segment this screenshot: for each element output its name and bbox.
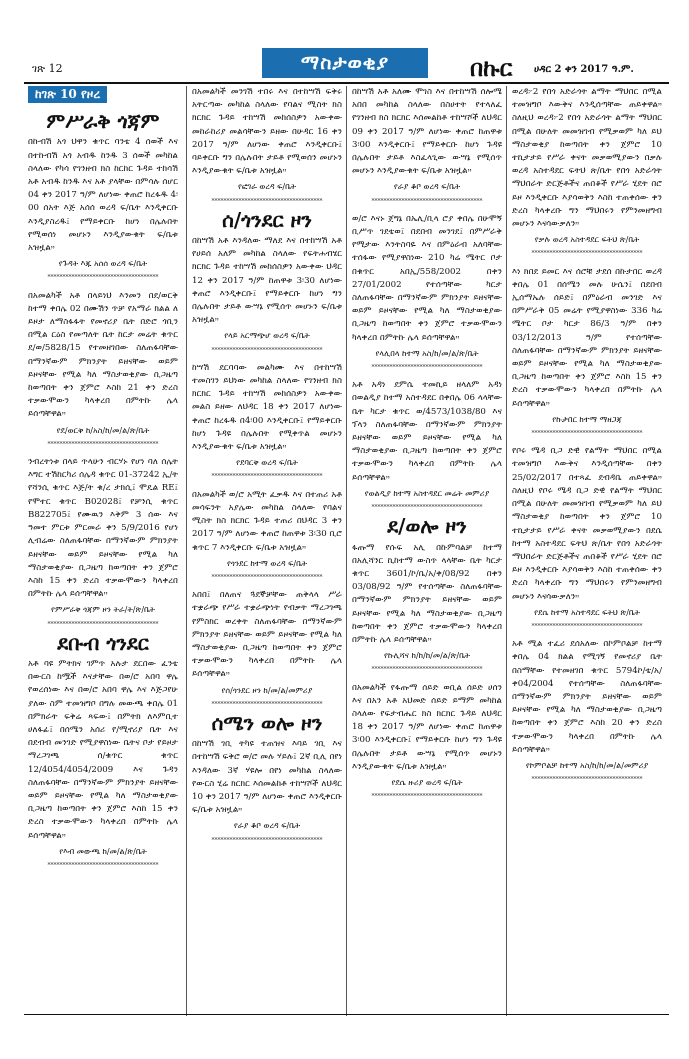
newspaper-page (24, 0, 669, 1059)
column-divider (186, 86, 187, 1016)
star-divider: ************************************* (211, 346, 323, 354)
notice-body: እነ ክበደ ይመር እና ሰሮቹ ታደሰ በኩታበር ወረዳ ቀበሌ 01 በሰሜን መሉ ሁሴን፤ በደበብ ኢሰማኤሉ ሰይድ፤ በምዕራብ መንገድ እና በምሥራቅ 05 መሬት የሚያዋስነው 336 ካሬ ሜትር ቦታ ካርታ 86/3 ዓ/ም በቀን 03/12/2013 ዓ/ም የተሰጣቸው ስለጠፋባቸው በማንኛውም ምክንያት ይዘናቸው ወይም ይዞናቸው የሚል ካለ ማስታወቂያው ቢጋዜጣ ከወጣበት ቀን ጀምሮ እስከ 15 ቀን ድረስ ተቃውሞውን ካላቀረበ በምትኩ ሌላ ይሰጣቸዋል። (512, 266, 662, 409)
section-heading: ደቡብ ጎንደር (57, 630, 149, 655)
section-heading: ደ/ወሎ ዞን (387, 514, 467, 539)
notice-signature: የፎገራ ወረዳ ፍ/ቤት (237, 182, 297, 192)
header-rule (24, 82, 669, 84)
notice-signature: የኮምቦልቻ ከተማ አስ/ከ/ከ/መ/ል/መምሪያ (525, 760, 649, 770)
notice-signature: የላሊበላ ከተማ አስ/ከ/መ/ል/ጽ/ቤት (375, 348, 479, 358)
notice-signature: የራያ ቆቦ ወረዳ ፍ/ቤት (233, 821, 301, 831)
notice-signature: የደሴ ከተማ አስተዳደር ፍትህ ጽ/ቤት (534, 607, 640, 617)
page-header (24, 0, 669, 82)
star-divider: ************************************* (371, 793, 483, 801)
star-divider: ************************************* (531, 250, 643, 258)
notice-signature: የጎንደር ከተማ ወረዳ ፍ/ቤት (226, 558, 308, 568)
notice-signature: የምሥራቅ ጎጃም ዞን ትራ/ት/ጽ/ቤት (51, 605, 155, 615)
star-divider: ************************************* (211, 197, 323, 205)
column-2 (192, 86, 342, 852)
notice-body: በከሣሽ አቶ አለሙ ሞገስ እና በተከሣሽ ሰሎሜ አበበ መካከል ስላለው በስሀተት የተላለፈ የገንዘብ ክስ ክርክር እሰመልከቶ ተከሣሾች ለህዳር 09 ቀን 2017 ዓ/ም ለሆነው ቀጠሮ ከጠዋቱ 3፡00 እንዲቀርቡ፤ የማይቀርቡ ከሆነ ጉዳዩ በሌሉበት ታይቶ እስፈላጊው ውሣኔ የሚሰጥ መሆኑን እንዲያውቁት ፍ/ቤቱ አዝዟል። (352, 87, 502, 177)
notice-body: ፋጡማ የሱፍ አሊ በኩምባልቻ ከተማ በአሊሻንር ኪከተማ ውስጥ ላላቸው ቤት ካርታ ቁጥር 3601/ኮ/ቤ/አ/ቀ/08/92 በቀን 03/08/92 ዓ/ም የተሰጣቸው ስለጠፋባቸው በማንኛውም ምክንያት ይዘናቸው ወይም ይዞናቸው የሚል ካለ ማስታወቂያው ቢጋዜጣ ከወጣበት ቀን ጀምሮ ተቃውሞውን ካላቀረበ በምትኩ ሌላ ይሰጣቸዋል። (352, 542, 502, 645)
issue-date: ሀዳር 2 ቀን 2017 ዓ.ም. (534, 64, 634, 75)
star-divider: ************************************* (47, 620, 159, 628)
star-divider: ************************************* (371, 666, 483, 674)
notice-signature: የራያ ቆቦ ወረዳ ፍ/ቤት (393, 182, 461, 192)
notice-signature: የወልዲያ ከተማ አስተዳደር መሬት መምሪያ (364, 488, 490, 498)
star-divider: ************************************* (211, 473, 323, 481)
footer-rule (24, 1014, 669, 1015)
star-divider: ************************************* (47, 274, 159, 282)
notice-body: ወ/ሮ እናኑ ጀግኔ በኤሊ/ቢላ ሮያ ቀበሌ በሁሞኝ ቢሥጥ ገደቴወ፤ በደበብ መንገደ፤ በምሥራቅ የሚታው እንትስባዬ እና በምዕራብ አለባቸው ተሰፋው የሚያዋስነው 210 ካሬ ሜትር ቦታ በቁጥር አበኢ/558/2002 በቀን 27/01/2002 የተሰጣቸው ካርታ ስለጠፋባቸው በማንኛውም ምክንያት ይዘናቸው ወይም ይዞናቸው የሚል ካለ ማስታወቂያው ቢጋዜጣ ከወጣበት ቀን ጀምሮ ተቃውሞውን ካላቀረበ በምትኩ ሌላ ይሰጣቸዋል። (352, 213, 502, 343)
notice-signature: የእብ መውጫ ከ/መ/ል/ጽ/ቤት (59, 846, 147, 856)
star-divider: ************************************* (211, 573, 323, 581)
notice-body: በከሣሽ አቶ እንዳለው ማለደ እና በተከሣሽ አቶ የሀይሰ አለም መካከል ስላለው የፍትሐብሄር ክርክር ጉዳይ ተከሣሽ መከሰስዎን አውቀው ህዳር 12 ቀን 2017 ዓ/ም ከጠዋቱ 3፡30 ለሆነው ቀጠሮ እንዲቀርቡ፤ የማይቀርቡ ከሆነ ግን በሌሉበት ታይቶ ውሣኔ የሚሰጥ መሆኑን ፍ/ቤቱ አዝዟል። (192, 236, 342, 326)
notice-body: በአመልካች መንገሽ ተበሩ እና በተከሣሽ ፍቅሩ አትርጣው መካከል ስላለው የባልና ሚስት ክስ ክርክር ጉዳይ ተከሣሽ መከሰስዎን አውቀው መከራከሪያ መልሳቸውን ይዘው በሁዳር 16 ቀን 2017 ዓ/ም ለሆነው ቀጠሮ እንዲቀርቡ፤ ባይቀርቡ ግን በሌሉበት ታይቶ የሚወሰን መሆኑን እንዲያውቁት ፍ/ቤቱ አዝዟል። (192, 87, 342, 177)
notice-body: አቶ አዳነ ደምሴ ተመኪይ ዘላለም አዳነ በወልዲያ ከተማ አስተዳደር በቀበሌ 06 ላላቸው ቤት ካርታ ቁጥር ወ/4573/1038/80 እና ፕላን ስለጠፋባቸው በማንኛውም ምክንያት ይዘናቸው ወይም ይዞናቸው የሚል ካለ ማስታወቂያው ቢጋዜጣ ከወጣበት ቀን ጀምሮ ተቃውሞውን ካላቀረበ በምትኩ ሌላ ይሰጣቸዋል። (352, 380, 502, 483)
page-number: ገጽ 12 (32, 62, 63, 75)
column-4 (512, 86, 662, 791)
column-divider (506, 86, 507, 1016)
notice-body: ከሣሽ ደርባባው መልካሙ እና በተከሣሽ ተመስገን ይህነው መካከል ስላለው የገንዘብ ክስ ክርክር ጉዳይ ተከሣሽ መከሰስዎን አውቀው መልስ ይዘው ለህዳር 18 ቀን 2017 ለሆነው ቀጠሮ ከረፋዱ በ4፡00 እንዲቀርቡ፤ የማይቀርቡ ከሆነ ጉዳዩ በሌሉበት የሚቀጥል መሆኑን እንዲያውቁት ፍ/ቤቱ አዝዟል። (192, 362, 342, 453)
notice-signature: የላይ አርማጭሆ ወረዳ ፍ/ቤት (224, 331, 310, 341)
star-divider: ************************************* (211, 836, 323, 844)
notice-body: በአመልካች አቶ በላይነህ እንመን በደ/ወርቅ ከተማ ቀበሌ 02 በሙሽን ጥቻ የአማራ ክልል ለ ይዞታ ለማስፋፋት የመኖሪያ ቤት በድሮ ጎቢን በሚል ርዕስ የመጣለት ቤት ከርታ መሬት ቁጥር ደ/ወ/5828/15 የተመዘገበው ስለጠፋባቸው በማንኛውም ምክንያት ይዘናቸው ወይም ይዞናቸው የሚል ካለ ማስታወቂያው ቢጋዜጣ ከወጣበት ቀን ጀምሮ እስከ 21 ቀን ድረስ ተቃውሞውን ካላቀረበ በምትኩ ሌላ ይሰጣቸዋል። (28, 290, 178, 420)
notice-signature: የቃሉ ወረዳ አስተዳደር ፍትህ ጽ/ቤት (534, 235, 640, 245)
star-divider: ************************************* (371, 197, 483, 205)
notice-body: ወረዳ፦2 የበጎ አድራጎት ልማት ማህበር በሚል ተመዝግቦ እውቅና እንዲሰጣቸው ጠይቀዋል። ስለዚህ ወረዳ፦2 የበጎ አድራጎት ልማት ማህበር በሚል በሁለት መመዝገብ የሚቃወም ካለ ይህ ማስታወቂያ ከወጣበት ቀን ጀምሮ 10 ተኪታታይ የሥራ ቀናት መቃወሚያውን በቃሉ ወረዳ አስተዳደር ፍትህ ጽ/ቤት የበጎ አድራጎት ማህበራት ድርጅቶችና ጠበቆች የሥራ ሂደት በሮ ይዞ እንዲቀርቡ እያሳወቅን እስከ ተጠቀሰው ቀን ድረስ ካላቀረቡ ግን ማህበሩን የምንመዘግብ መሆኑን እናሳውቃለን። (512, 87, 662, 230)
star-divider: ************************************* (47, 861, 159, 869)
notice-signature: የደባርቅ ወረዳ ፍ/ቤት (236, 458, 298, 468)
star-divider: ************************************* (371, 504, 483, 512)
column-divider (346, 86, 347, 1016)
column-1 (28, 86, 178, 877)
notice-signature: የደ/ወርቅ ከ/አስ/ከ/መ/ል/ጽ/ቤት (56, 425, 150, 435)
notice-body: አቶ ባዩ ምትክና ገምጥ አሉታ ደርበው ፈንቴ በውርስ ከሟች እናታቸው በወ/ሮ አበባ ዋሌ የወረሰነው እና በወ/ሮ አበባ ዋሌ እና እጅጋየሁ ያለው ስም ተመዝግቦ በግሉ መውጫ ቀበሌ 01 በምክራት ፍቅሬ ጻፍው፤ በምትክ ለእምቢተ ሀለፋፊ፤ በሰሜን አሰሪ የ/ሚኖሪያ ቤት እና በደብብ መንገድ የሚያዋስነው ቤትና ቦታ የይዞታ ማረጋገጫ ሰ/ቁጥር ቁጥር 12/4054/4054/2009 እና ጉዳን ስለጠፋባቸው በማንኛውም ምክንያት ይዘናቸው ወይም ይዞናቸው የሚል ካለ ማስታወቂያው ቢጋዜጣ ከወጣበት ቀን ጀምሮ እስከ 15 ቀን ድረስ ተቃውሞውን ካላቀረበ በምትኩ ሌላ ይሰጣቸዋል። (28, 658, 178, 841)
section-heading: ምሥራቅ ጎጃም (46, 109, 160, 134)
column-3 (352, 86, 502, 808)
star-divider: ************************************* (211, 700, 323, 708)
notice-body: በኩብሽ አጎ ህዋን ቁጥር ባንቴ 4 ሰወች እና በተኩብሽ አጎ አብዱ ከንዱ 3 ሰወች መካከል ስላለው የካሳ የገንዘብ ክስ ከርከር ጉዳይ ተከሳሽ አቶ አብዱ ከንዱ እና አቶ ያላቸው በምሳሉ ሰሆር 04 ቀን 2017 ዓ/ም ለሆነው ቀጠሮ ከረፋዱ 4፡00 ሰአት እጅ አሰሰ ወረዳ ፍ/ቤት እንዲቀርቡ እንዲያስረዱ፤ የማይቀርቡ ከሆነ በሌሉበት የሚወሰነ መሆኑን እንዲያውቁት ፍ/ቤቱ አዝዟል። (28, 137, 178, 254)
notice-signature: የኩሊሻና ከ/ከ/ከ/መ/ል/ጽ/ቤት (383, 651, 471, 661)
notice-body: ንብረትነቱ በላይ ጥላሁን ብርሃኑ የሆነ ባለ ሰሌት እግር ተሽከርካሪ ሰሌዳ ቁጥር 01-37242 ኢ/ት የሻንሲ ቁጥር እጅ/ት ቁ/ረ ታክሲ፤ ሞዴል RE፤ የሞተር ቁጥር B02028፤ የቻንሲ ቁጥር B822705፤ የሙዉን እቅም 3 ሰው እና ዓመተ ምርቱ ምርመራ ቀን 5/9/2016 የሆነ ሊብሬው ስለጠፋባቸው በማንኛውም ምክንያት ይዘናቸው ወይም ይዞናቸው የሚል ካለ ማስታወቂያው ቢጋዜጣ ከወጣበት ቀን ጀምሮ እስከ 15 ቀን ድረስ ተቃውሞውን ካላቀረበ በምትኩ ሌላ ይሰጣቸዋል። (28, 457, 178, 600)
notice-body: በአመልካች የፋጡማ ሰይድ ወቢል ሰይድ ሀሰን እና በአን አቶ አህመድ ሰይድ ይማም መካከል ስላለው የፍታብሔር ክስ ክርክር ጉዳይ ለህዳር 18 ቀን 2017 ዓ/ም ለሆነው ቀጠሮ ከጠዋቱ 3፡00 እንዲቀርቡ፤ የማይቀርቡ ከሆነ ግን ጉዳዩ በሌሉበት ታይቶ ውሣኔ የሚሰጥ መሆኑን እንዲያውቁት ፍ/ቤቱ አዝዟል። (352, 682, 502, 772)
notice-signature: የደሴ ዙሪያ ወረዳ ፍ/ቤት (391, 777, 463, 787)
notice-body: በአመልካች ወ/ሮ አሚት ፈቃዱ እና በተጠሪ አቶ መሳፍንት አያሌው መካከል ስላለው የባልና ሚስት ክስ ክርክር ጉዳይ ተጠሪ በህዳር 3 ቀን 2017 ዓ/ም ለሆነው ቀጠሮ ከጠዋቱ 3፡30 ቢሮ ቁጥር 7 እንዲቀርቡ ፍ/ቤቱ አዝዟል። (192, 489, 342, 553)
section-heading: ሰ/ጎንደር ዞን (222, 207, 312, 232)
notice-body: በከሣሽ ገቢ ትካዩ ተጠዝና እባይ ገቢ እና በተከሣሽ ፍቅሮ ወ/ሮ መሉ ሃይሉ፤ 2ኛ ቢሊ በየነ እንዳለው 3ኛ ሃዩሎ በየነ መካከል ስላለው የውርስ ሂሬ ክርክር እሰመልከቶ ተከሣሾች ለህዳር 10 ቀን 2017 ዓ/ም ለሆነው ቀጠሮ እንዲቀርቡ ፍ/ቤቱ አዝዟል። (192, 739, 342, 816)
star-divider: ************************************* (531, 776, 643, 784)
notice-body: የቦሩ ሜዳ ቢጋ ድዊ የልማት ማህበር በሚል ተመዝግቦ እውቅና እንዲሰጣቸው በቀን 25/02/2017 በተጻፈ ደብዳቤ ጠይቀዋል። ስለዚህ የቦሩ ሜዳ ቢጋ ድዊ የልማት ማህበር በሚል በሁለት መመዝገብ የሚቃወም ካለ ይህ ማስታወቂያ ከወጣበት ቀን ጀምሮ 10 ተኪታታይ የሥራ ቀናት መቃወሚያውን በደሴ ከተማ አስተዳደር ፍትህ ጽ/ቤት የበጎ አድራጎት ማህበራት ድርጅቶችና ጠበቆች የሥራ ሂደት በሮ ይዞ እንዲቀርቡ እያሳወቅን እስከ ተጠቀሰው ቀን ድረስ ካላቀረቡ ግን ማህበሩን የምንመዘግብ መሆኑን እናሳውቃለን። (512, 446, 662, 602)
notice-signature: የኩታበር ከተማ ማዘጋጃ (552, 414, 622, 424)
notice-signature: የሰ/ጎንደር ዞን ከ/መ/ል/መምሪያ (221, 685, 313, 695)
section-title-banner: ማስታወቂያ (262, 48, 428, 78)
section-heading: ሰሜን ወሎ ዞን (211, 710, 323, 735)
star-divider: ************************************* (531, 430, 643, 438)
newspaper-brand: በኩር (470, 56, 513, 82)
continued-from-tag: ከገጽ 10 የዞረ (28, 86, 107, 103)
star-divider: ************************************* (531, 622, 643, 630)
star-divider: ************************************* (47, 440, 159, 448)
notice-body: አበበ፤ በለጠና ጓደኞቻቸው ጠቅላላ ሥራ ተቋራጭ የሥራ ተቋራጭነት የብቃት ማረጋገጫ የምስክር ወረቀት ስለጠፋባቸው በማንኛውም ምክንያት ይዘናቸው ወይም ይዞናቸው የሚል ካለ ማስታወቂያው ቢጋዜጣ ከወጣበት ቀን ጀምሮ ተቃውሞውን ካላቀረበ በምትኩ ሌላ ይሰጣቸዋል። (192, 590, 342, 680)
notice-signature: የጉዳት እጁ አሰሰ ወረዳ ፍ/ቤት (58, 259, 148, 269)
notice-body: አቶ ሚል ተፈሪ ደሰአለው በኮምቦልቻ ከተማ ቀበሌ 04 ክልል የሚገኝ የመኖሪያ ቤት በስማቸው የተመዘገበ ቁጥር 5794ኮ/ቴ/አ/ቀ04/2004 የተሰጣቸው ስለጠፋባቸው በማንኛውም ምክንያት ይዘናቸው ወይም ይዞናቸው የሚል ካለ ማስታወቂያው ቢጋዜጣ ከወጣበት ቀን ጀምሮ እስከ 20 ቀን ድረስ ተቃውሞውን ካላቀረበ በምትኩ ሌላ ይሰጣቸዋል። (512, 639, 662, 755)
star-divider: ************************************* (371, 364, 483, 372)
